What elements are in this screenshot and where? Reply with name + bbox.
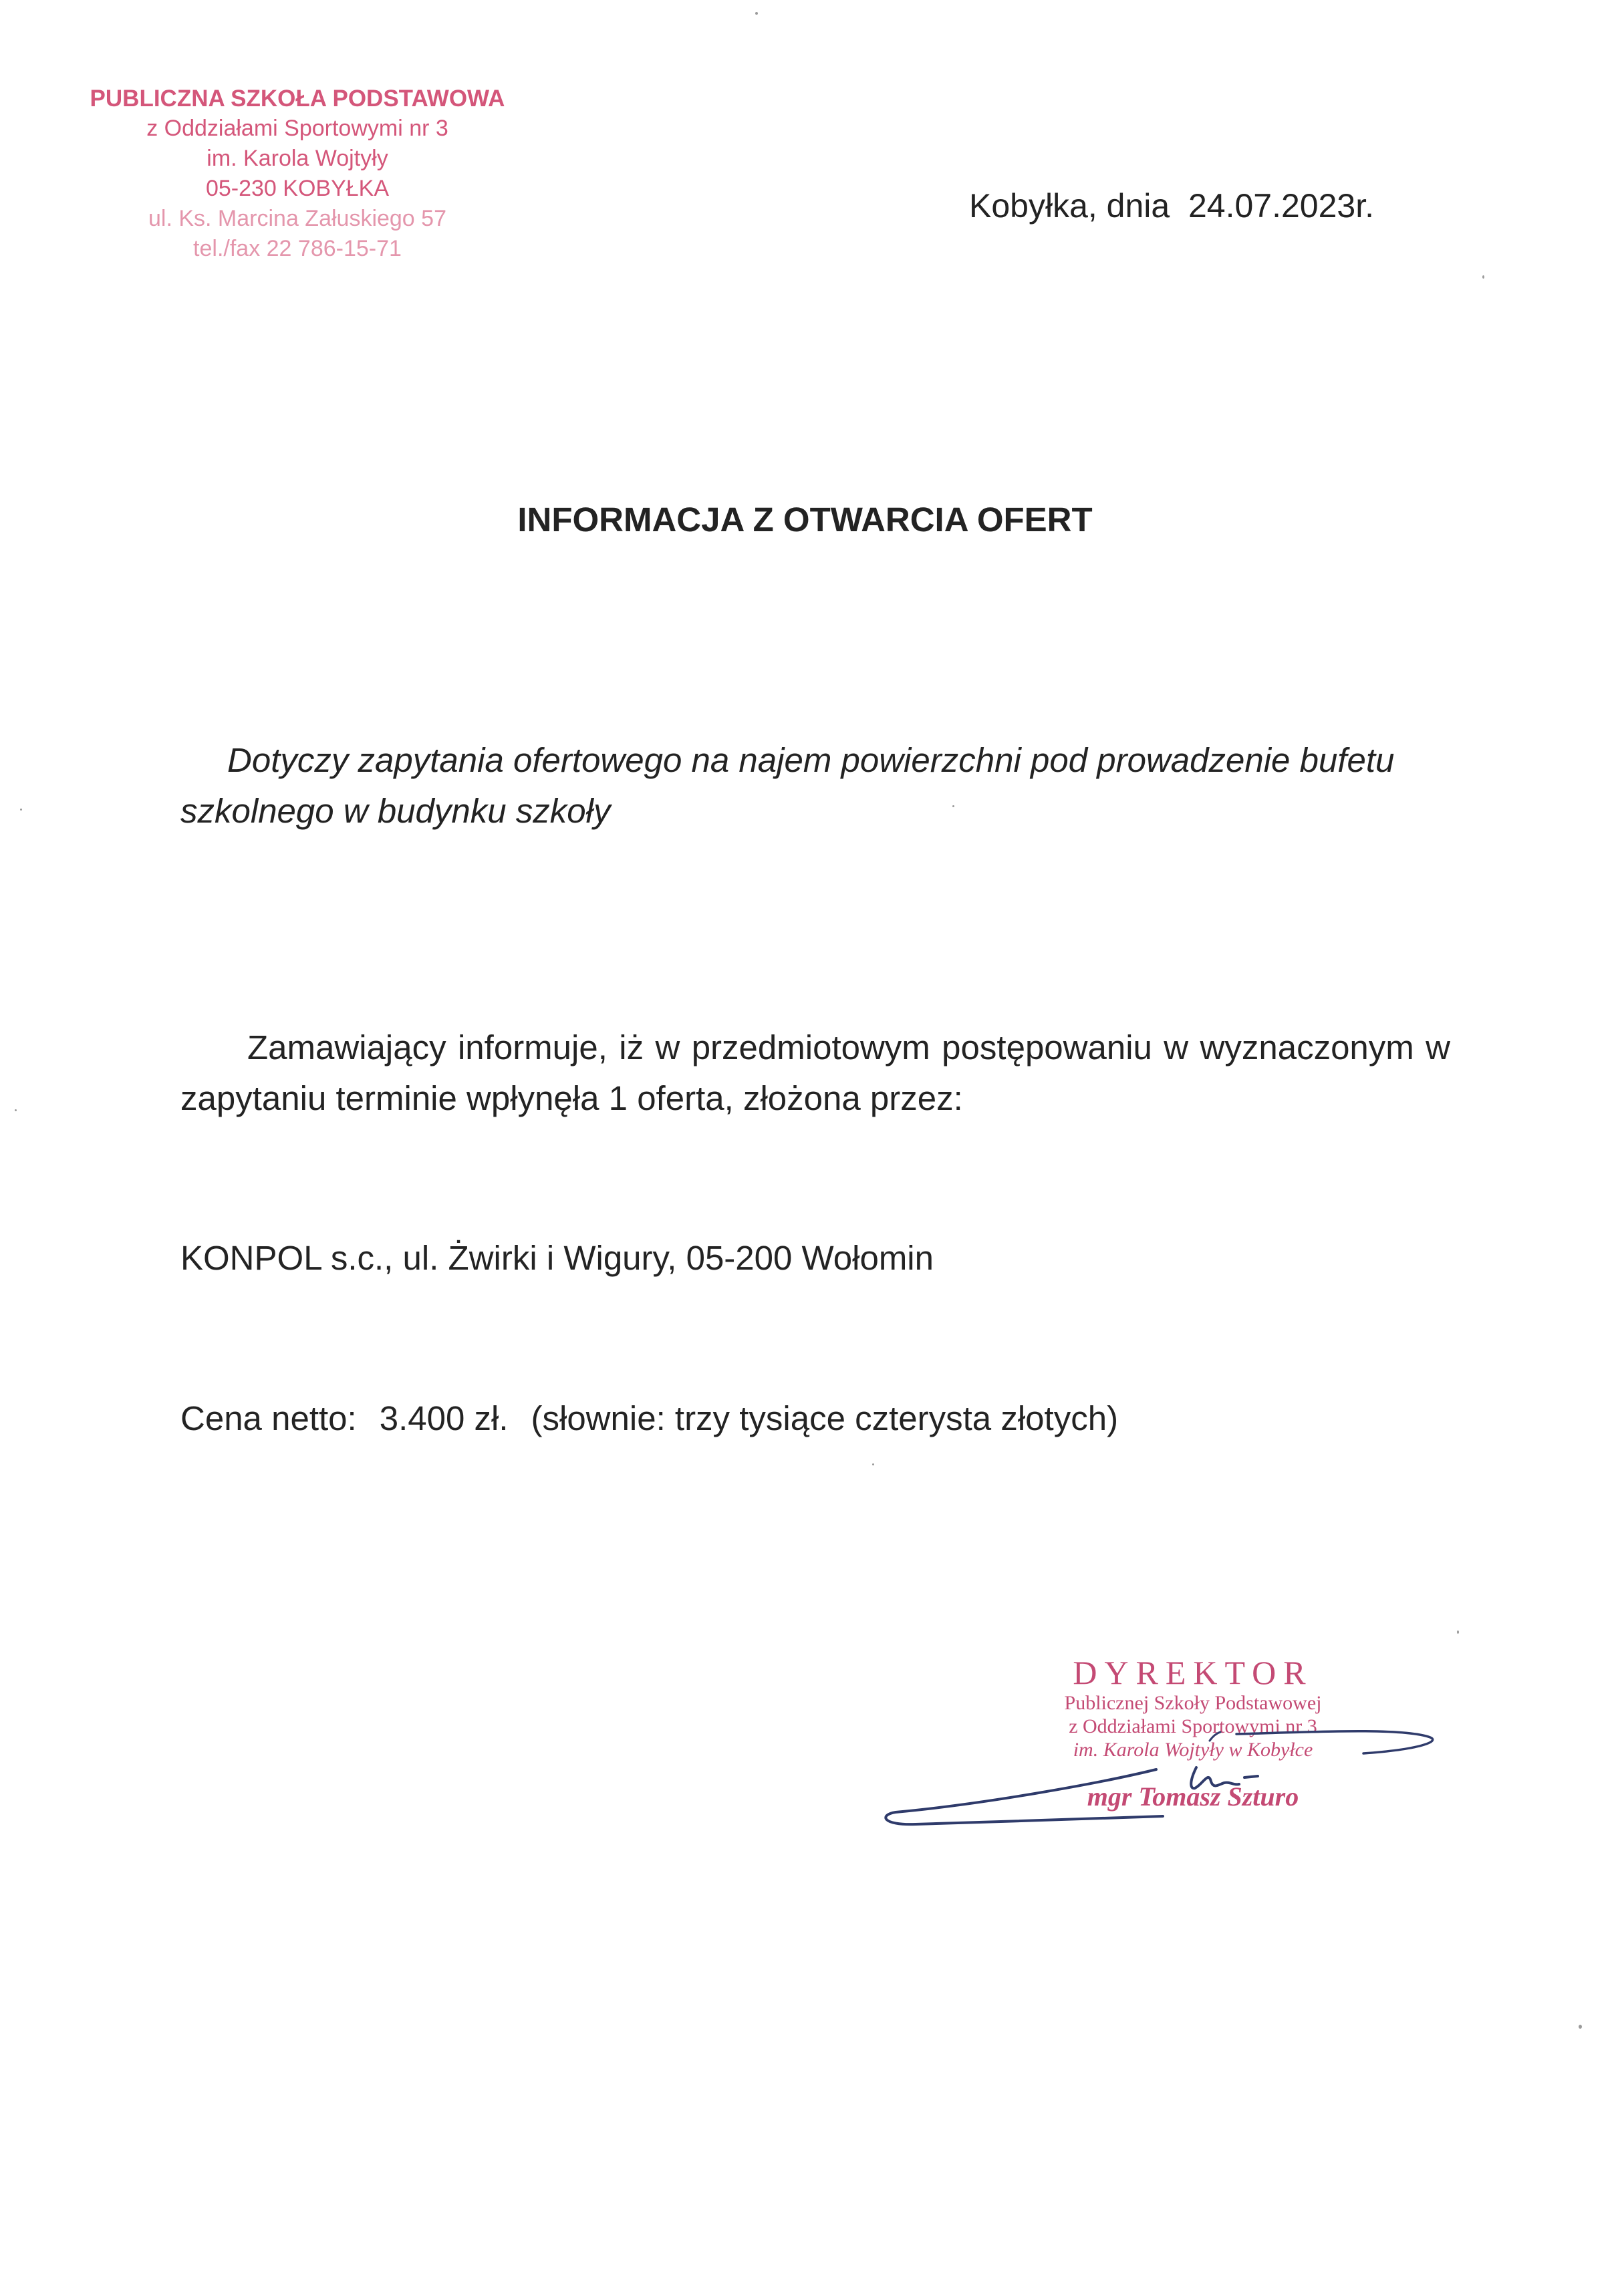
place-and-date: Kobyłka, dnia 24.07.2023r.	[969, 187, 1375, 225]
scan-speck	[1579, 2025, 1582, 2029]
stamp-school-patron: im. Karola Wojtyły	[207, 146, 388, 171]
scan-speck	[1482, 275, 1484, 279]
document-title: INFORMACJA Z OTWARCIA OFERT	[517, 500, 1093, 539]
bidder-company: KONPOL s.c., ul. Żwirki i Wigury, 05-200 Wołomin	[180, 1239, 934, 1277]
director-school-line1: Publicznej Szkoły Podstawowej	[1064, 1692, 1322, 1714]
scan-speck	[15, 1109, 17, 1111]
price-amount: 3.400 zł.	[379, 1399, 509, 1437]
director-title: DYREKTOR	[1073, 1654, 1313, 1691]
stamp-phone: tel./fax 22 786-15-71	[193, 236, 402, 261]
stamp-school-subtitle: z Oddziałami Sportowymi nr 3	[146, 116, 448, 141]
director-school-line3: im. Karola Wojtyły w Kobyłce	[1073, 1739, 1313, 1761]
scan-speck	[952, 805, 954, 807]
scan-speck	[755, 12, 758, 15]
stamp-postal-city: 05-230 KOBYŁKA	[205, 176, 390, 201]
price-label: Cena netto:	[180, 1399, 357, 1437]
price-in-words: (słownie: trzy tysiące czterysta złotych)	[531, 1399, 1119, 1437]
handwritten-signature	[876, 1671, 1450, 1838]
stamp-street: ul. Ks. Marcina Załuskiego 57	[148, 206, 446, 231]
scan-speck	[20, 809, 22, 811]
price-line	[180, 1397, 1450, 1441]
scan-speck	[1457, 1630, 1459, 1634]
stamp-school-name: PUBLICZNA SZKOŁA PODSTAWOWA	[90, 86, 505, 112]
subject-paragraph: Dotyczy zapytania ofertowego na najem powierzchni pod prowadzenie bufetu szkolnego w budynku szkoły	[180, 741, 1395, 830]
director-name: mgr Tomasz Szturo	[1087, 1781, 1299, 1812]
school-header-stamp	[67, 84, 528, 264]
scan-speck	[872, 1463, 874, 1465]
body-paragraph: Zamawiający informuje, iż w przedmiotowym postępowaniu w wyznaczonym w zapytaniu terminie wpłynęła 1 oferta, złożona przez:	[180, 1028, 1450, 1117]
director-school-line2: z Oddziałami Sportowymi nr 3	[1069, 1715, 1317, 1737]
